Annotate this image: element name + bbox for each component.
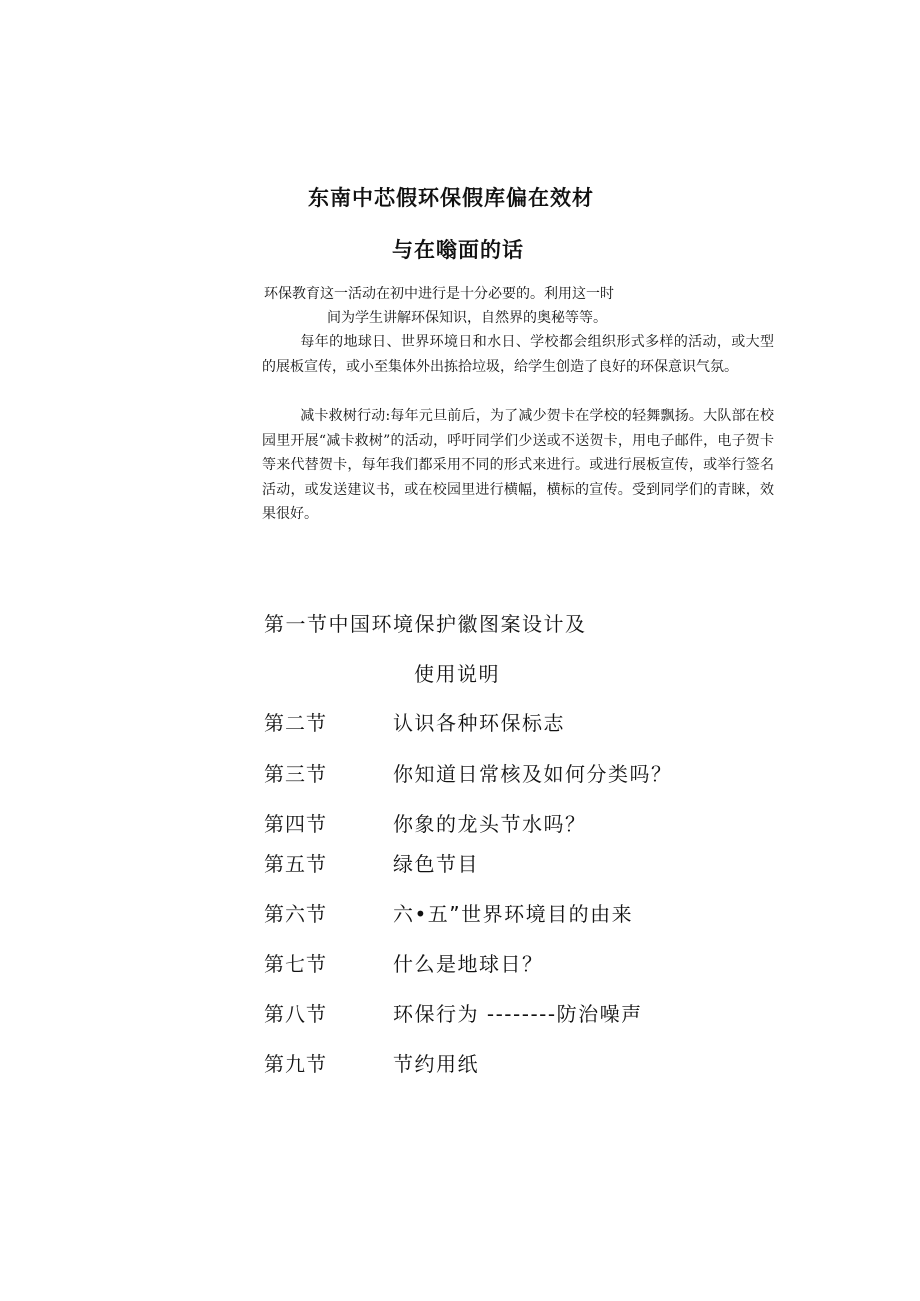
toc-item-number: 第三节 [264,762,327,786]
toc-item-title: 绿色节目 [393,852,479,876]
toc-item-title: 认识各种环保标志 [393,711,565,735]
toc-item-title: 你象的龙头节水吗？ [393,812,587,836]
paragraph-save-trees [262,404,774,527]
toc-item-number: 第二节 [264,711,327,735]
toc-item [264,1048,724,1078]
paragraph-events-text: 每年的地球日、世界环境日和水日、学校都会组织形式多样的活动，或大型的展板宣传，或小至集体外出拣拾垃圾，给学生创造了良好的环保意识气氛。 [262,334,774,375]
document-title-line-2: 与在嗡面的话 [392,237,524,262]
toc-item-number: 第四节 [264,812,327,836]
paragraph-save-trees-text: 减卡救树行动:每年元旦前后，为了减少贺卡在学校的轻舞飘扬。大队部在校园里开展“减卡救树”的活动，呼吁同学们少送或不送贺卡，用电子邮件，电子贺卡等来代替贺卡，每年我们都采用不同的形式来进行。或进行展板宣传，或举行签名活动，或发送建议书，或在校园里进行横幅，横标的宣传。受到同学们的青睐，效果很好。 [262,408,774,522]
toc-item [264,848,724,878]
paragraph-events [262,330,774,379]
toc-item [264,948,724,978]
toc-section-1-line-2: 使用说明 [414,662,500,686]
toc-item-number: 第六节 [264,902,327,926]
toc-item-number: 第五节 [264,852,327,876]
toc-item-number: 第七节 [264,952,327,976]
toc-item-title: 你知道日常核及如何分类吗？ [393,762,673,786]
intro-line-2: 间为学生讲解环保知识，自然界的奥秘等等。 [327,310,607,326]
toc-item [264,808,724,838]
toc-item [264,758,724,788]
intro-line-1: 环保教育这一活动在初中进行是十分必要的。利用这一时 [264,286,614,302]
toc-item-number: 第九节 [264,1052,327,1076]
toc-item-title: 节约用纸 [393,1052,479,1076]
toc-item-number: 第八节 [264,1002,327,1026]
toc-section-1-line-1: 第一节中国环境保护徽图案设计及 [264,612,587,636]
toc-item [264,998,724,1028]
toc-item-title: 环保行为 --------防治噪声 [393,1002,643,1026]
document-title-line-1: 东南中芯假环保假库偏在效材 [308,185,594,210]
toc-item [264,707,724,737]
toc-item-title: 六•五”世界环境目的由来 [393,902,634,926]
toc-item [264,898,724,928]
toc-item-title: 什么是地球日？ [393,952,544,976]
